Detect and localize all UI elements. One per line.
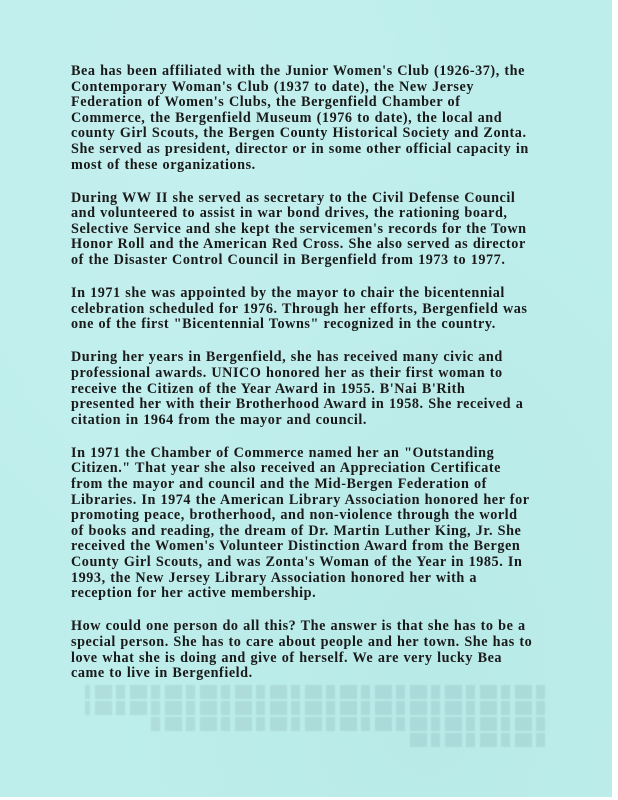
text-line: Citizen." That year she also received an Appreciation Certificate (71, 460, 501, 477)
paragraph-ww2-service (71, 191, 561, 269)
text-line: celebration scheduled for 1976. Through her efforts, Bergenfield was (71, 300, 528, 317)
text-line: In 1971 she was appointed by the mayor to chair the bicentennial (71, 285, 505, 302)
text-line: most of these organizations. (71, 156, 256, 173)
paragraph-honors (71, 446, 561, 602)
paragraph-affiliations (71, 64, 561, 173)
text-line: county Girl Scouts, the Bergen County Historical Society and Zonta. (71, 125, 527, 142)
text-line: Honor Roll and the American Red Cross. She also served as director (71, 236, 526, 253)
paragraph-closing (71, 619, 561, 681)
text-line: In 1971 the Chamber of Commerce named her an "Outstanding (71, 444, 495, 461)
document-body (71, 64, 561, 699)
show-through-line (149, 717, 545, 731)
text-line: came to live in Bergenfield. (71, 665, 253, 682)
text-line: Federation of Women's Clubs, the Bergenfield Chamber of (71, 94, 461, 111)
text-line: and volunteered to assist in war bond drives, the rationing board, (71, 205, 508, 222)
text-line: During WW II she served as secretary to the Civil Defense Council (71, 189, 516, 206)
text-line: Contemporary Woman's Club (1937 to date), the New Jersey (71, 78, 474, 95)
show-through-line (85, 701, 545, 715)
paragraph-awards (71, 350, 561, 428)
text-line: reception for her active membership. (71, 585, 317, 602)
text-line: citation in 1964 from the mayor and council. (71, 411, 367, 428)
text-line: During her years in Bergenfield, she has received many civic and (71, 349, 503, 366)
text-line: Selective Service and she kept the servicemen's records for the Town (71, 220, 527, 237)
text-line: Bea has been affiliated with the Junior Women's Club (1926-37), the (71, 63, 525, 79)
text-line: received the Women's Volunteer Distinction Award from the Bergen (71, 538, 521, 555)
text-line: of books and reading, the dream of Dr. Martin Luther King, Jr. She (71, 522, 522, 539)
text-line: professional awards. UNICO honored her as their first woman to (71, 365, 503, 381)
text-line: love what she is doing and give of herself. We are very lucky Bea (71, 649, 503, 666)
text-line: promoting peace, brotherhood, and non-violence through the world (71, 507, 518, 524)
text-line: one of the first "Bicentennial Towns" recognized in the country. (71, 316, 496, 333)
paragraph-bicentennial (71, 286, 561, 333)
text-line: County Girl Scouts, and was Zonta's Woman of the Year in 1985. In (71, 554, 523, 571)
text-line: How could one person do all this? The answer is that she has to be a (71, 618, 526, 635)
text-line: of the Disaster Control Council in Bergenfield from 1973 to 1977. (71, 252, 506, 269)
show-through-line (407, 733, 545, 747)
text-line: presented her with their Brotherhood Award in 1958. She received a (71, 396, 524, 413)
text-line: Commerce, the Bergenfield Museum (1976 to date), the local and (71, 109, 503, 126)
text-line: Libraries. In 1974 the American Library Association honored her for (71, 491, 530, 508)
text-line: from the mayor and council and the Mid-Bergen Federation of (71, 476, 487, 493)
text-line: receive the Citizen of the Year Award in 1955. B'Nai B'Rith (71, 380, 466, 397)
text-line: She served as president, director or in some other official capacity in (71, 140, 529, 157)
text-line: 1993, the New Jersey Library Association honored her with a (71, 569, 478, 586)
text-line: special person. She has to care about people and her town. She has to (71, 633, 533, 650)
